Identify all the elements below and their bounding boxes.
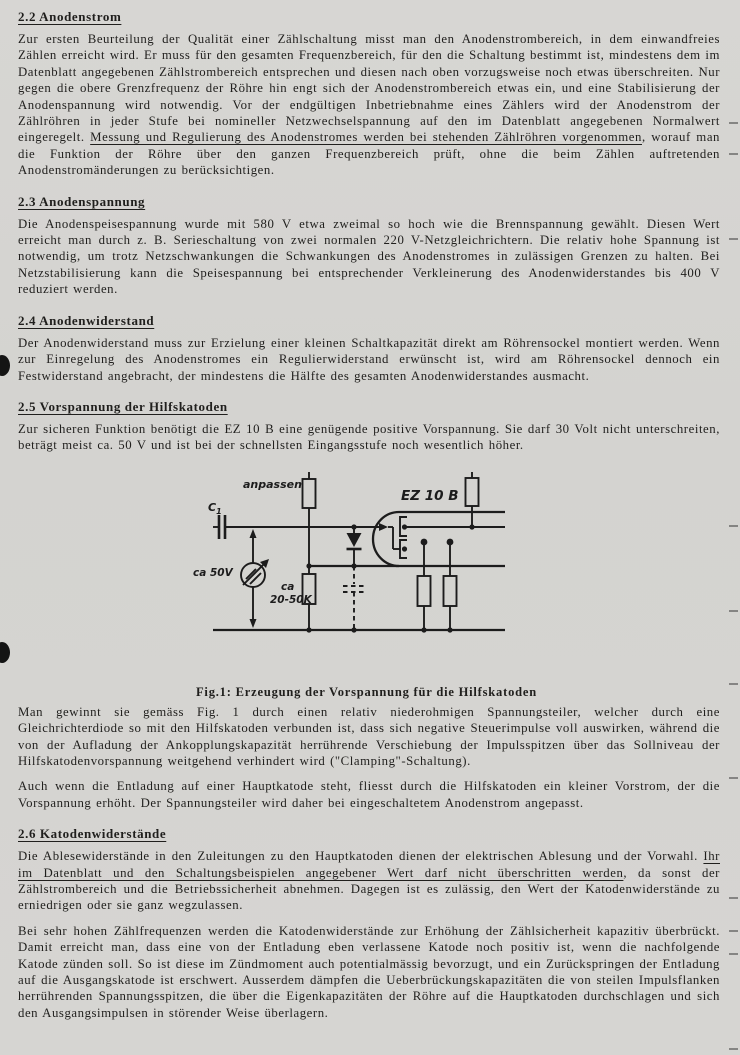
text-run: Man gewinnt sie gemäss Fig. 1 durch einen relativ niederohmigen Spannungsteiler, welcher durch eine Gleichrichterdiode so mit den Hilfskatoden verbunden ist, dass sich negative Steuerimpulse voll auswirken, während die von der Aufladung der Ankopplungskapazität herrührende Verschiebung der Impulsspitzen über das Sollniveau der Hilfskatodenvorspannung weitgehend verhindert wird ("Clamping"-Schaltung).	[18, 704, 720, 768]
label-c1-letter: C	[208, 500, 217, 514]
text-run: , worauf man die Funktion der Röhre über den ganzen Frequenzbereich prüft, ohne die beim Zählen auftretenden Anodenstromänderungen zu berücksichtigen.	[18, 130, 720, 178]
junction-dot	[469, 524, 474, 529]
figure-caption	[196, 685, 720, 700]
diode-triangle-icon	[347, 533, 362, 547]
label-pot-ca: ca	[281, 580, 295, 593]
electrode-dot	[402, 546, 407, 551]
text-run: Die Anodenspeisespannung wurde mit 580 V etwa zweimal so hoch wie die Brennspannung gewählt. Diesen Wert erreicht man durch z. B. Serieschaltung von zwei normalen 220 V-Netzgleichrichtern. Die relativ hohe Spannung ist notwendig, um trotz Netzschwankungen die Schwankungen des Anodenstromes in zulässigen Grenzen zu halten. Bei Netzstabilisierung kann die Speisespannung bei entsprechender Verkleinerung des Anodenwiderstandes bis 400 V reduziert werden.	[18, 216, 720, 297]
label-ca50v: ca 50V	[193, 566, 233, 579]
paragraph	[18, 704, 720, 770]
scan-tick-mark	[729, 1048, 738, 1050]
underlined-text: Ihr im Datenblatt und den Schaltungsbeispielen angegebener Wert darf nicht überschritten werden	[18, 849, 720, 880]
scan-tick-mark	[729, 683, 738, 685]
tube-envelope-arc	[373, 512, 399, 566]
paragraph	[18, 848, 720, 914]
section-heading-text: 2.5 Vorspannung der Hilfskatoden	[18, 398, 228, 414]
paragraph	[18, 923, 720, 1021]
scan-tick-mark	[729, 953, 738, 955]
figure-caption-text: Erzeugung der Vorspannung für die Hilfskatoden	[235, 684, 537, 699]
punch-hole-mark	[0, 355, 10, 376]
resistor-cathode1	[418, 576, 431, 606]
section-heading-text: 2.6 Katodenwiderstände	[18, 826, 167, 842]
junction-dot	[421, 627, 426, 632]
meter-arrow-shaft	[243, 563, 265, 585]
junction-dot	[447, 627, 452, 632]
document-body-bottom	[18, 704, 720, 1022]
resistor-cathode2	[444, 576, 457, 606]
text-run: , da sonst der Zählstrombereich und die Betriebssicherheit abnehmen. Dagegen ist es zulässig, den Wert der Katodenwiderstände zu erniedrigen oder sie ganz wegzulassen.	[18, 865, 720, 913]
text-run: Auch wenn die Entladung auf einer Hauptkatode steht, fliesst durch die Hilfskatoden ein kleiner Vorstrom, der die Vorspannung erhöht. Der Spannungsteiler wird daher bei eingeschaltetem Anodenstrom angepasst.	[18, 779, 720, 810]
text-run: Bei sehr hohen Zählfrequenzen werden die Katodenwiderstände zur Erhöhung der Zählsicherheit kapazitiv überbrückt. Damit erreicht man, dass eine von der Entladung eben verlassene Katode noch positiv ist, wenn die nachfolgende Katode zünden soll. So ist diese im Zündmoment auch potentialmässig bevorzugt, und ein Zurückspringen der Entladung auf die Ausgangskatode ist erschwert. Ausserdem dämpfen die Ueberbrückungskapazitäten die von steilen Impulsflanken herrührenden Spannungsspitzen, die über die Eigenkapazitäten der Röhre auf die Hauptkatoden durchschlagen und sich den Ausgangsimpulsen in störender Weise überlagern.	[18, 923, 720, 1020]
arrowhead-down-icon	[250, 619, 257, 628]
scan-tick-mark	[729, 122, 738, 124]
section-heading-2-6	[18, 826, 720, 842]
text-run: Die Ablesewiderstände in den Zuleitungen zu den Hauptkatoden dienen der elektrischen Ablesung und der Vorwahl.	[18, 849, 704, 864]
section-heading-2-5	[18, 399, 720, 415]
label-tube-ez10b: EZ 10 B	[401, 487, 459, 504]
section-heading-2-4	[18, 313, 720, 329]
section-heading-2-3	[18, 194, 720, 210]
figure-caption-prefix: Fig.1:	[196, 684, 232, 699]
scan-tick-mark	[729, 777, 738, 779]
scan-tick-mark	[729, 897, 738, 899]
paragraph	[18, 335, 720, 384]
label-c1-subscript: 1	[216, 506, 222, 516]
section-heading-text: 2.2 Anodenstrom	[18, 9, 122, 24]
scan-tick-mark	[729, 238, 738, 240]
label-pot-value: 20-50K	[270, 593, 312, 606]
section-heading-2-2	[18, 9, 720, 25]
circuit-diagram	[183, 470, 563, 675]
section-heading-text: 2.4 Anodenwiderstand	[18, 312, 155, 328]
paragraph	[18, 31, 720, 179]
punch-hole-mark	[0, 642, 10, 663]
scan-tick-mark	[729, 610, 738, 612]
label-anpassen: anpassen	[243, 477, 302, 491]
junction-dot	[306, 627, 311, 632]
junction-dot	[351, 627, 356, 632]
paragraph	[18, 421, 720, 454]
resistor-anode	[466, 478, 479, 506]
text-run: Zur ersten Beurteilung der Qualität einer Zählschaltung misst man den Anodenstrombereich, in dem einwandfreies Zählen erreicht wird. Er muss für den gesamten Frequenzbereich, für den die Schaltung bestimmt ist, mindestens dem im Datenblatt angegebenen Zählstrombereich entsprechen und diesen nach oben vorzugsweise noch etwas überschreiten. Nur gegen die obere Grenzfrequenz der Röhre hin engt sich der Anodenstrombereich etwas ein, und eine Stabilisierung der Anodenspannung wird notwendig. Vor der endgültigen Inbetriebnahme eines Zählers wird der Anodenstrom der Zählröhren in jeder Stufe bei nomineller Netzwechselspannung auf den im Datenblatt angegebenen Normalwert eingeregelt.	[18, 32, 720, 145]
text-run: Der Anodenwiderstand muss zur Erzielung einer kleinen Schaltkapazität direkt am Röhrensockel montiert werden. Wenn zur Einregelung des Anodenstromes ein Regulierwiderstand erwünscht ist, wird am Röhrensockel dennoch ein Festwiderstand angebracht, der mindestens die Hälfte des gesamten Anodenwiderstandes ausmacht.	[18, 335, 720, 383]
section-heading-text: 2.3 Anodenspannung	[18, 193, 146, 209]
arrowhead-into-tube-icon	[379, 523, 388, 531]
document-body-top	[18, 9, 720, 454]
scan-tick-mark	[729, 525, 738, 527]
scan-tick-mark	[729, 153, 738, 155]
text-run: Zur sicheren Funktion benötigt die EZ 10 B eine genügende positive Vorspannung. Sie darf 30 Volt nicht unterschreiten, beträgt meist ca. 50 V und ist bei der schnellsten Eingangsstufe noch wesentlich höher.	[18, 421, 720, 453]
scan-tick-mark	[729, 930, 738, 932]
paragraph	[18, 778, 720, 811]
paragraph	[18, 216, 720, 298]
resistor-anpassen	[303, 479, 316, 508]
underlined-text: Messung und Regulierung des Anodenstromes werden bei stehenden Zählröhren vorgenommen	[90, 130, 642, 145]
label-c1	[208, 501, 222, 516]
figure-1-circuit	[18, 470, 720, 700]
